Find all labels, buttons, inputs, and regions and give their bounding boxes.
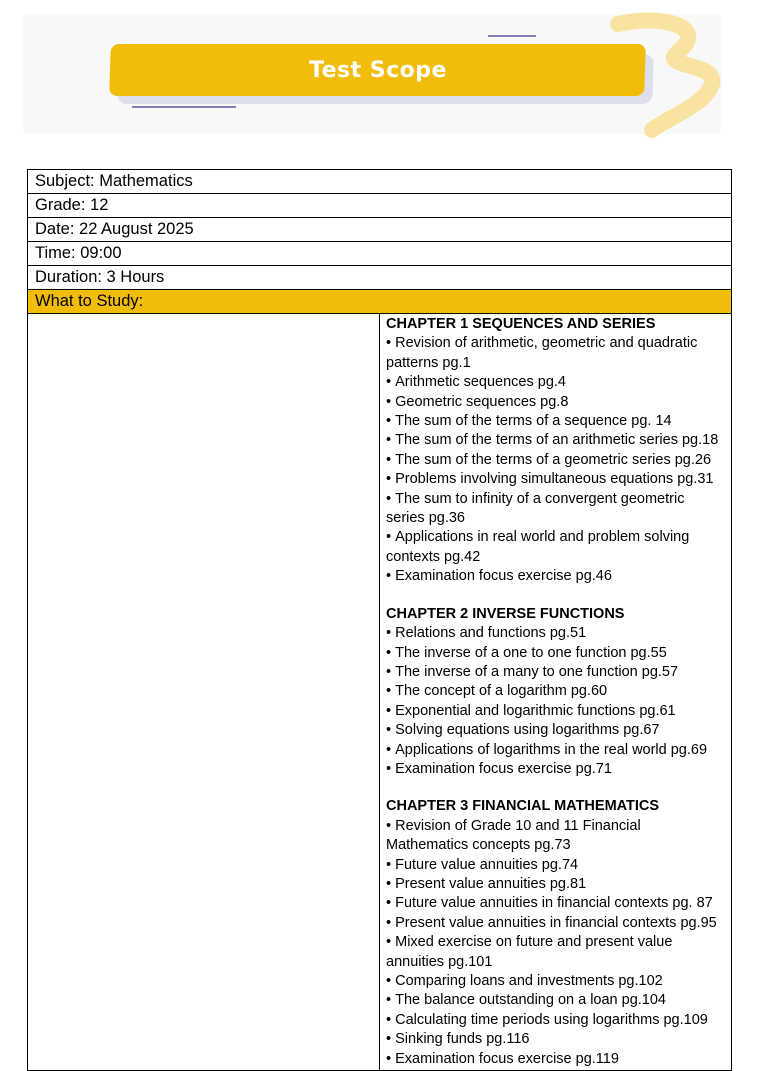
list-item: • Applications in real world and problem solving contexts pg.42 — [386, 528, 725, 567]
chapter-spacer — [386, 779, 725, 797]
date-row — [28, 218, 732, 242]
list-item: • Problems involving simultaneous equations pg.31 — [386, 470, 725, 489]
duration-row — [28, 266, 732, 290]
list-item: • Mixed exercise on future and present value annuities pg.101 — [386, 933, 725, 972]
grade-row — [28, 194, 732, 218]
chapter-spacer — [386, 587, 725, 605]
list-item: • Comparing loans and investments pg.102 — [386, 972, 725, 991]
list-item: • Examination focus exercise pg.119 — [386, 1050, 725, 1069]
list-item: • The inverse of a many to one function pg.57 — [386, 663, 725, 682]
list-item: • The sum of the terms of a geometric series pg.26 — [386, 451, 725, 470]
list-item: • Calculating time periods using logarithms pg.109 — [386, 1011, 725, 1030]
page-title: Test Scope — [308, 57, 447, 83]
blank-margin-cell — [28, 314, 380, 1071]
chapter-title: CHAPTER 3 FINANCIAL MATHEMATICS — [386, 798, 660, 815]
chapter-1 — [386, 315, 725, 587]
list-item: • Present value annuities in financial contexts pg.95 — [386, 914, 725, 933]
chapter-title: CHAPTER 2 INVERSE FUNCTIONS — [386, 605, 625, 622]
chapter-2 — [386, 605, 725, 780]
list-item: • Arithmetic sequences pg.4 — [386, 373, 725, 392]
list-item: • The sum to infinity of a convergent geometric series pg.36 — [386, 490, 725, 529]
chapter-title: CHAPTER 1 SEQUENCES AND SERIES — [386, 316, 656, 332]
date-cell: Date: 22 August 2025 — [28, 218, 732, 242]
list-item: • Geometric sequences pg.8 — [386, 393, 725, 412]
list-item: • The sum of the terms of an arithmetic series pg.18 — [386, 431, 725, 450]
list-item: • Future value annuities pg.74 — [386, 856, 725, 875]
list-item: • The sum of the terms of a sequence pg. 14 — [386, 412, 725, 431]
title-banner — [109, 44, 646, 96]
subject-row — [28, 170, 732, 194]
accent-line-top — [488, 35, 536, 37]
list-item: • Applications of logarithms in the real world pg.69 — [386, 741, 725, 760]
list-item: • Revision of Grade 10 and 11 Financial Mathematics concepts pg.73 — [386, 817, 725, 856]
list-item: • The inverse of a one to one function pg.55 — [386, 644, 725, 663]
accent-line-bottom — [132, 106, 236, 108]
list-item: • Exponential and logarithmic functions pg.61 — [386, 702, 725, 721]
subject-cell: Subject: Mathematics — [28, 170, 732, 194]
header — [0, 0, 768, 150]
test-scope-table — [27, 169, 732, 1071]
chapter-3 — [386, 797, 725, 1069]
list-item: • Relations and functions pg.51 — [386, 624, 725, 643]
list-item: • Examination focus exercise pg.71 — [386, 760, 725, 779]
list-item: • Present value annuities pg.81 — [386, 875, 725, 894]
what-to-study-row — [28, 290, 732, 314]
list-item: • The balance outstanding on a loan pg.104 — [386, 991, 725, 1010]
study-content-cell — [380, 314, 732, 1071]
list-item: • Examination focus exercise pg.46 — [386, 567, 725, 586]
list-item: • The concept of a logarithm pg.60 — [386, 682, 725, 701]
study-content-row — [28, 314, 732, 1071]
time-row — [28, 242, 732, 266]
list-item: • Future value annuities in financial contexts pg. 87 — [386, 894, 725, 913]
list-item: • Revision of arithmetic, geometric and quadratic patterns pg.1 — [386, 334, 725, 373]
grade-cell: Grade: 12 — [28, 194, 732, 218]
time-cell: Time: 09:00 — [28, 242, 732, 266]
duration-cell: Duration: 3 Hours — [28, 266, 732, 290]
list-item: • Solving equations using logarithms pg.67 — [386, 721, 725, 740]
what-to-study-header: What to Study: — [28, 290, 732, 314]
list-item: • Sinking funds pg.116 — [386, 1030, 725, 1049]
